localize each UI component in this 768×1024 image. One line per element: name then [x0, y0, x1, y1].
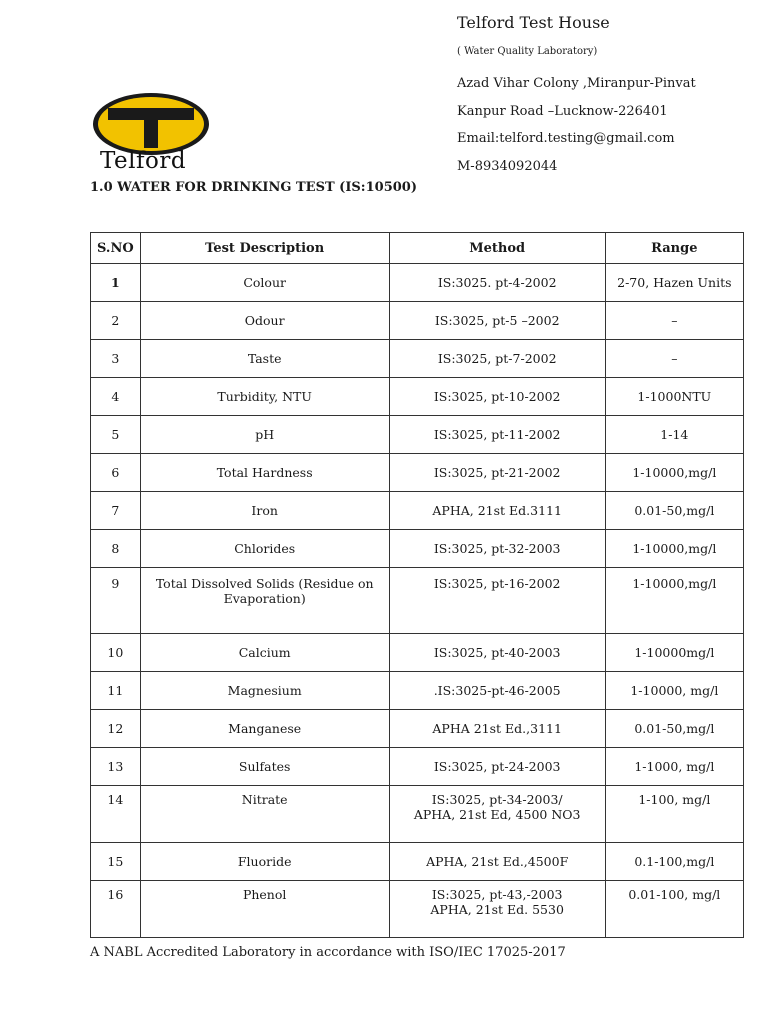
cell-range: 1-10000,mg/l	[605, 568, 743, 634]
method-line: APHA, 21st Ed. 5530	[430, 902, 564, 917]
table-row	[91, 530, 744, 568]
table-header-row	[91, 233, 744, 264]
cell-sno: 15	[91, 843, 141, 881]
table-row	[91, 748, 744, 786]
cell-sno: 3	[91, 340, 141, 378]
cell-method: IS:3025, pt-16-2002	[389, 568, 605, 634]
cell-sno: 16	[91, 881, 141, 938]
cell-sno: 12	[91, 710, 141, 748]
address-line-2: Kanpur Road –Lucknow-226401	[457, 103, 668, 119]
cell-range: 0.01-50,mg/l	[605, 492, 743, 530]
header-range: Range	[605, 233, 743, 264]
cell-sno: 2	[91, 302, 141, 340]
cell-sno: 4	[91, 378, 141, 416]
description-line: Evaporation)	[223, 591, 306, 606]
company-name: Telford Test House	[457, 13, 610, 32]
cell-description: Nitrate	[140, 786, 389, 843]
cell-sno: 11	[91, 672, 141, 710]
cell-method: APHA, 21st Ed.,4500F	[389, 843, 605, 881]
cell-method: IS:3025, pt-32-2003	[389, 530, 605, 568]
cell-method: IS:3025, pt-11-2002	[389, 416, 605, 454]
cell-description: Iron	[140, 492, 389, 530]
cell-method: APHA 21st Ed.,3111	[389, 710, 605, 748]
table-row	[91, 302, 744, 340]
cell-sno: 5	[91, 416, 141, 454]
cell-range: 1-10000,mg/l	[605, 454, 743, 492]
header-method: Method	[389, 233, 605, 264]
cell-method: IS:3025, pt-21-2002	[389, 454, 605, 492]
address-line-1: Azad Vihar Colony ,Miranpur-Pinvat	[457, 76, 696, 91]
cell-description: Turbidity, NTU	[140, 378, 389, 416]
cell-sno: 10	[91, 634, 141, 672]
cell-method: IS:3025, pt-24-2003	[389, 748, 605, 786]
cell-method: IS:3025, pt-40-2003	[389, 634, 605, 672]
cell-description: pH	[140, 416, 389, 454]
cell-method: IS:3025, pt-10-2002	[389, 378, 605, 416]
table-row	[91, 672, 744, 710]
cell-description: Odour	[140, 302, 389, 340]
cell-description: Chlorides	[140, 530, 389, 568]
table-row	[91, 416, 744, 454]
table-row	[91, 492, 744, 530]
cell-range: –	[605, 302, 743, 340]
cell-method	[389, 881, 605, 938]
method-line: APHA, 21st Ed, 4500 NO3	[413, 807, 581, 822]
cell-method: .IS:3025-pt-46-2005	[389, 672, 605, 710]
cell-description: Total Hardness	[140, 454, 389, 492]
cell-description: Magnesium	[140, 672, 389, 710]
cell-range: 0.01-100, mg/l	[605, 881, 743, 938]
cell-method	[389, 786, 605, 843]
cell-range: 2-70, Hazen Units	[605, 264, 743, 302]
email-line: Email:telford.testing@gmail.com	[457, 131, 675, 146]
cell-sno: 6	[91, 454, 141, 492]
cell-sno: 14	[91, 786, 141, 843]
table-row	[91, 710, 744, 748]
table-row	[91, 568, 744, 634]
cell-sno: 9	[91, 568, 141, 634]
logo-wordmark: Telford	[100, 148, 187, 174]
accreditation-note: A NABL Accredited Laboratory in accordance with ISO/IEC 17025-2017	[90, 945, 566, 960]
table-row	[91, 454, 744, 492]
table-row	[91, 843, 744, 881]
table-row	[91, 378, 744, 416]
section-title: 1.0 WATER FOR DRINKING TEST (IS:10500)	[90, 180, 417, 195]
cell-range: 0.01-50,mg/l	[605, 710, 743, 748]
table-row	[91, 340, 744, 378]
cell-description: Calcium	[140, 634, 389, 672]
cell-range: 1-10000, mg/l	[605, 672, 743, 710]
cell-description: Sulfates	[140, 748, 389, 786]
cell-range: 1-10000mg/l	[605, 634, 743, 672]
description-line: Total Dissolved Solids (Residue on	[155, 576, 374, 591]
cell-method: IS:3025, pt-7-2002	[389, 340, 605, 378]
cell-sno: 1	[91, 264, 141, 302]
cell-description	[140, 568, 389, 634]
cell-method: IS:3025, pt-5 –2002	[389, 302, 605, 340]
cell-sno: 13	[91, 748, 141, 786]
header-description: Test Description	[140, 233, 389, 264]
cell-method: IS:3025. pt-4-2002	[389, 264, 605, 302]
cell-range: 1-100, mg/l	[605, 786, 743, 843]
mobile-line: M-8934092044	[457, 158, 558, 174]
method-line: IS:3025, pt-43,-2003	[431, 887, 563, 902]
table-row	[91, 881, 744, 938]
cell-description: Phenol	[140, 881, 389, 938]
cell-description: Colour	[140, 264, 389, 302]
cell-description: Fluoride	[140, 843, 389, 881]
cell-range: 1-14	[605, 416, 743, 454]
cell-range: –	[605, 340, 743, 378]
cell-sno: 7	[91, 492, 141, 530]
cell-range: 1-1000NTU	[605, 378, 743, 416]
table-row	[91, 264, 744, 302]
cell-range: 0.1-100,mg/l	[605, 843, 743, 881]
cell-description: Manganese	[140, 710, 389, 748]
table-row	[91, 634, 744, 672]
method-line: IS:3025, pt-34-2003/	[431, 792, 563, 807]
cell-range: 1-1000, mg/l	[605, 748, 743, 786]
company-subtitle: ( Water Quality Laboratory)	[457, 46, 598, 57]
cell-description: Taste	[140, 340, 389, 378]
cell-sno: 8	[91, 530, 141, 568]
header-sno: S.NO	[91, 233, 141, 264]
cell-range: 1-10000,mg/l	[605, 530, 743, 568]
cell-method: APHA, 21st Ed.3111	[389, 492, 605, 530]
tests-table	[90, 232, 744, 938]
lab-header	[457, 12, 757, 180]
table-row	[91, 786, 744, 843]
